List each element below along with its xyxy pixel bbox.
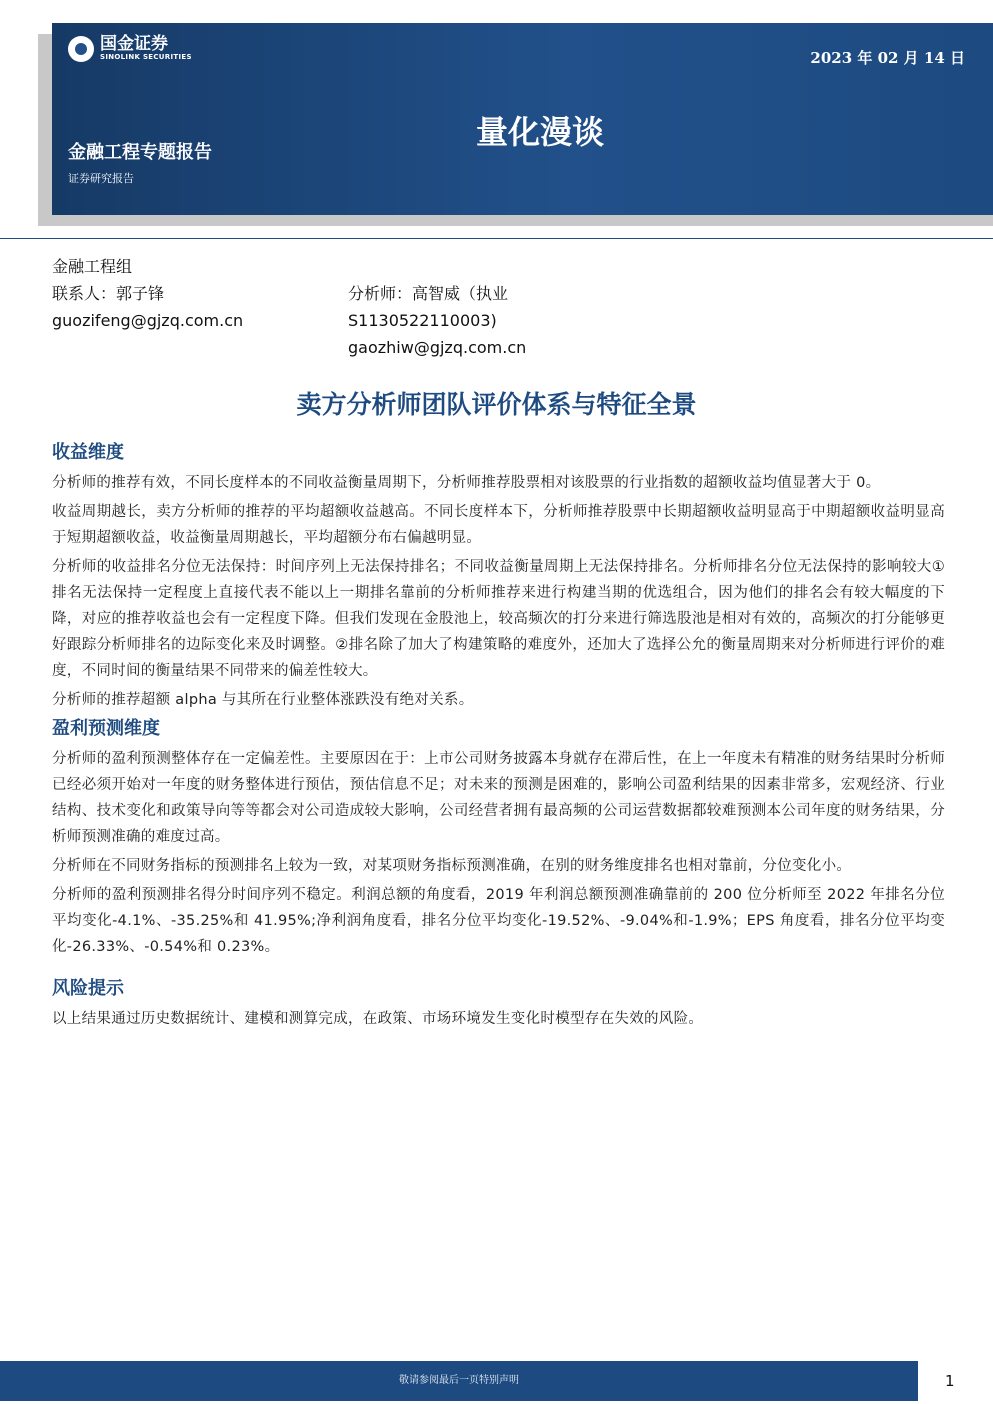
team-name: 金融工程组 [52,257,133,276]
report-subtype: 证券研究报告 [68,172,134,185]
analyst-license: S1130522110003) [348,311,497,330]
header-divider [0,238,993,239]
contact-block [52,253,243,334]
footer-disclaimer: 敬请参阅最后一页特别声明 [0,1361,918,1401]
company-logo [68,35,192,62]
contact-person: 联系人：郭子锋 [52,284,165,303]
section-heading-returns: 收益维度 [52,442,124,463]
paragraph: 分析师的收益排名分位无法保持：时间序列上无法保持排名；不同收益衡量周期上无法保持排名。分析师排名分位无法保持的影响较大①排名无法保持一定程度上直接代表不能以上一期排名靠前的分析师推荐来进行构建当期的优选组合，因为他们的排名会有较大幅度的下降，对应的推荐收益也会有一定程度下降。但我们发现在金股池上，较高频次的打分来进行筛选股池是相对有效的，高频次的打分能够更好跟踪分析师排名的边际变化来及时调整。②排名除了加大了构建策略的难度外，还加大了选择公允的衡量周期来对分析师进行评价的难度，不同时间的衡量结果不同带来的偏差性较大。 [52,559,945,679]
paragraph: 分析师在不同财务指标的预测排名上较为一致，对某项财务指标预测准确，在别的财务维度排名也相对靠前，分位变化小。 [52,858,852,874]
logo-en-text: SINOLINK SECURITIES [100,53,192,61]
analyst-block [348,280,526,361]
paragraph: 分析师的推荐超额 alpha 与其所在行业整体涨跌没有绝对关系。 [52,692,474,708]
contact-email[interactable]: guozifeng@gjzq.com.cn [52,311,244,330]
paragraph: 分析师的盈利预测排名得分时间序列不稳定。利润总额的角度看，2019 年利润总额预测准确靠前的 200 位分析师至 2022 年排名分位平均变化-4.1%、-35.25%和 41.95%;净利润角度看，排名分位平均变化-19.52%、-9.04%和-1.9%；EPS 角度看，排名分位平均变化-26.33%、-0.54%和 0.23%。 [52,887,945,955]
article-title: 卖方分析师团队评价体系与特征全景 [296,390,697,419]
paragraph: 收益周期越长，卖方分析师的推荐的平均超额收益越高。不同长度样本下，分析师推荐股票中长期超额收益明显高于中期超额收益明显高于短期超额收益，收益衡量周期越长，平均超额分布右偏越明显。 [52,504,945,546]
analyst-name: 分析师：高智威（执业 [348,284,509,303]
paragraph: 分析师的推荐有效，不同长度样本的不同收益衡量周期下，分析师推荐股票相对该股票的行业指数的超额收益均值显著大于 0。 [52,475,881,491]
paragraph: 以上结果通过历史数据统计、建模和测算完成，在政策、市场环境发生变化时模型存在失效的风险。 [52,1011,704,1027]
section-heading-risk: 风险提示 [52,978,124,999]
analyst-email[interactable]: gaozhiw@gjzq.com.cn [348,338,527,357]
logo-icon [68,36,94,62]
page-number: 1 [945,1372,955,1390]
report-type: 金融工程专题报告 [68,142,212,163]
paragraph: 分析师的盈利预测整体存在一定偏差性。主要原因在于：上市公司财务披露本身就存在滞后性，在上一年度未有精准的财务结果时分析师已经必须开始对一年度的财务整体进行预估，预估信息不足；对未来的预测是困难的，影响公司盈利结果的因素非常多，宏观经济、行业结构、技术变化和政策导向等等都会对公司造成较大影响，公司经营者拥有最高频的公司运营数据都较难预测本公司年度的财务结果，分析师预测准确的难度过高。 [52,751,945,845]
report-series-title: 量化漫谈 [476,113,605,151]
report-banner [52,23,993,215]
report-date: 2023 年 02 月 14 日 [810,49,965,67]
report-body [52,440,945,1035]
section-heading-earnings-forecast: 盈利预测维度 [52,718,160,739]
logo-cn-text: 国金证券 [100,34,168,54]
